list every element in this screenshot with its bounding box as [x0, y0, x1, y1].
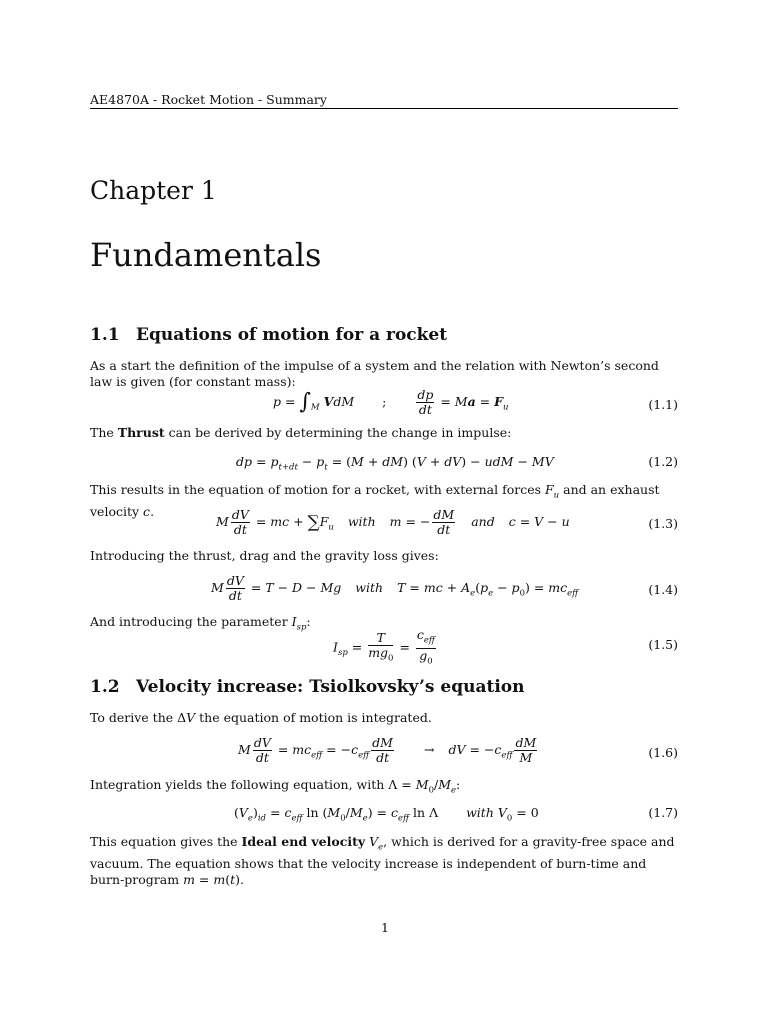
equation-1-4: M $\frac{dV}{dt}$ = T − D − Mg with T = mc + $A_e(p_e - p_0) = mc_{eff}$: [211, 573, 579, 603]
section-number: 1.2: [90, 677, 120, 697]
equation-number: (1.3): [648, 516, 678, 531]
equation-number: (1.1): [648, 397, 678, 412]
equation-1-7: $(V_e)_{id} = c_{eff}$ $\ln (M_0/M_e) = c_{eff}$ ln Λ with $V_0 = 0$: [234, 805, 539, 824]
paragraph-thrust-drag: Introducing the thrust, drag and the gravity loss gives:: [90, 548, 439, 563]
header-rule: [90, 108, 678, 109]
equation-1-3: M $\frac{dV}{dt}$ = mc + $\sum F_u$ with m = − $\frac{dM}{dt}$ and c = V − u: [216, 507, 570, 537]
equation-number: (1.4): [648, 582, 678, 597]
paragraph-derive-dv: To derive the ΔV the equation of motion is integrated.: [90, 710, 432, 725]
running-header: AE4870A - Rocket Motion - Summary: [90, 92, 327, 107]
equation-1-2: dp = $p_{t+dt} - p_t = (M + dM) (V + dV)$ − udM − MV: [236, 454, 554, 473]
section-heading-1-2: [90, 677, 525, 697]
paragraph-ideal-end-velocity: This equation gives the Ideal end velocity $V_e$, which is derived for a gravity-free space and vacuum. The equation shows that the velocity increase is independent of burn-time and burn-program m = m(t).: [90, 834, 675, 887]
section-number: 1.1: [90, 325, 120, 345]
equation-number: (1.5): [648, 637, 678, 652]
section-title: Velocity increase: Tsiolkovsky’s equation: [136, 677, 525, 697]
equation-1-6: M $\frac{dV}{dt}$ = $mc_{eff} = -c_{eff}$ $\frac{dM}{dt}$ → dV = $-c_{eff}$ $\frac{dM}{M}$: [238, 735, 537, 765]
equation-number: (1.7): [648, 805, 678, 820]
section-title: Equations of motion for a rocket: [136, 325, 448, 345]
page-number: 1: [381, 920, 389, 935]
equation-number: (1.2): [648, 454, 678, 469]
equation-number: (1.6): [648, 745, 678, 760]
paragraph-thrust: The Thrust can be derived by determining the change in impulse:: [90, 425, 512, 440]
paragraph-integration: Integration yields the following equation, with $\Lambda = M_0/M_e$:: [90, 777, 461, 796]
section-heading-1-1: [90, 325, 447, 345]
term-thrust: Thrust: [117, 425, 165, 440]
equation-1-5: $I_{sp}$ = $\frac{T}{mg_0}$ = $\frac{c_{eff}}{g_0}$: [333, 627, 435, 666]
term-ideal-end-velocity: Ideal end velocity: [241, 834, 366, 849]
paragraph-impulse: As a start the definition of the impulse of a system and the relation with Newton’s second law is given (for constant mass):: [90, 358, 659, 389]
paragraph-equation-of-motion: This results in the equation of motion for a rocket, with external forces $F_u$ and an exhaust velocity c.: [90, 482, 660, 519]
chapter-label: Chapter 1: [90, 176, 217, 205]
paragraph-isp: And introducing the parameter $I_{sp}$:: [90, 614, 311, 633]
chapter-title: Fundamentals: [90, 236, 322, 274]
equation-1-1: $p = \int_M$ VdM ; $\frac{dp}{dt}$ = $Ma = F_u$: [273, 387, 509, 417]
